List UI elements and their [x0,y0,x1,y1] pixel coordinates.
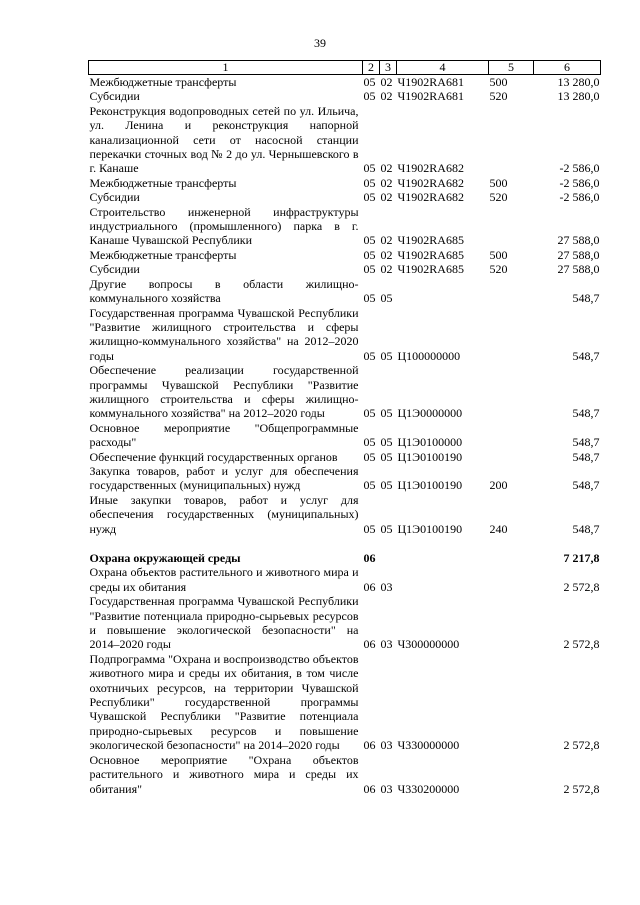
amount: 548,7 [572,291,600,306]
subsection-code: 05 [380,291,393,306]
table-row [89,277,601,306]
spacer-cell [89,536,601,551]
table-row [89,262,601,276]
table-row [89,493,601,536]
amount: -2 586,0 [559,161,600,176]
section-code: 05 [363,89,376,104]
section-code: 06 [363,551,376,565]
expense-type-code: 520 [489,262,508,277]
row-name: Государственная программа Чувашской Республики "Развитие потенциала природно-сырьевых ресурсов и повышение экологической безопасности" на 2014–2020 годы [89,594,359,652]
section-code: 06 [363,579,376,594]
header-col-3: 3 [380,61,397,75]
table-row [89,104,601,176]
expense-type-code: 200 [489,478,508,493]
expense-type-code: 500 [489,175,508,190]
target-item-code: Ч1902RA682 [397,190,464,205]
row-name: Обеспечение функций государственных органов [89,449,338,464]
subsection-code: 02 [380,190,393,205]
expense-type-code [489,565,534,594]
amount: 548,7 [572,406,600,421]
expense-type-code [489,421,534,450]
table-row [89,89,601,103]
subsection-code: 02 [380,262,393,277]
expense-type-code [489,306,534,364]
expense-type-code [489,104,534,176]
amount: 548,7 [572,478,600,493]
spacer-row [89,536,601,551]
section-code: 05 [363,478,376,493]
table-row [89,464,601,493]
section-code: 05 [363,175,376,190]
row-name: Субсидии [89,190,140,205]
table-row [89,652,601,753]
section-code: 05 [363,449,376,464]
amount: 27 588,0 [557,233,600,248]
table-row [89,176,601,190]
amount: 2 572,8 [563,738,600,753]
section-code: 05 [363,521,376,536]
section-code: 05 [363,406,376,421]
expense-type-code [489,753,534,796]
page-number: 39 [314,36,326,50]
subsection-code: 03 [380,738,393,753]
target-item-code: Ч1902RA682 [397,175,464,190]
expense-type-code [489,363,534,421]
table-body [89,75,601,796]
amount: 27 588,0 [557,247,600,262]
target-item-code [397,277,489,306]
row-name: Иные закупки товаров, работ и услуг для обеспечения государственных (муниципальных) нужд [89,492,359,536]
subsection-code: 05 [380,435,393,450]
subsection-code: 02 [380,89,393,104]
target-item-code [397,551,489,565]
table-row [89,450,601,464]
amount: 548,7 [572,449,600,464]
subsection-code: 05 [380,478,393,493]
target-item-code: Ч1902RA681 [397,89,464,104]
table-row [89,363,601,421]
table-row [89,306,601,364]
target-item-code: Ц1Э0100190 [397,449,463,464]
section-code: 06 [363,781,376,796]
section-code: 06 [363,738,376,753]
table-header [89,61,601,75]
budget-table [88,60,601,796]
subsection-code: 05 [380,521,393,536]
row-name: Государственная программа Чувашской Республики "Развитие жилищного строительства и сферы жилищно-коммунального хозяйства" на 2012–2020 годы [89,305,359,363]
subsection-code: 03 [380,781,393,796]
section-code: 05 [363,75,380,90]
row-name: Межбюджетные трансферты [89,247,237,262]
section-code: 05 [363,161,376,176]
table-row [89,594,601,652]
section-code: 06 [363,637,376,652]
expense-type-code: 240 [489,521,508,536]
target-item-code: Ч1902RA685 [397,262,464,277]
expense-type-code [489,551,534,565]
amount: 13 280,0 [534,75,601,90]
expense-type-code: 520 [489,190,508,205]
expense-type-code: 500 [489,75,534,90]
amount: -2 586,0 [559,190,600,205]
subsection-code [380,551,397,565]
row-name: Обеспечение реализации государственной программы Чувашской Республики "Развитие жилищного строительства и сферы жилищно-коммунального хозяйства" на 2012–2020 годы [89,363,359,421]
target-item-code: Ч1902RA681 [397,75,489,90]
row-name: Охрана объектов растительного и животного мира и среды их обитания [89,565,359,594]
expense-type-code [489,277,534,306]
section-code: 05 [363,435,376,450]
expense-type-code [489,652,534,753]
expense-type-code [489,594,534,652]
header-col-2: 2 [363,61,380,75]
row-name: Межбюджетные трансферты [89,175,237,190]
section-code: 05 [363,247,376,262]
amount: 2 572,8 [563,781,600,796]
target-item-code: Ц1Э0100190 [397,478,463,493]
target-item-code: Ц1Э0000000 [397,406,463,421]
row-name: Реконструкция водопроводных сетей по ул. Ильича, ул. Ленина и реконструкция напорной канализационной сети от насосной станции перекачки сточных вод № 2 до ул. Чернышевского в г. Канаше [89,103,359,176]
target-item-code: Ч1902RA685 [397,247,464,262]
amount: 548,7 [572,348,600,363]
table-row [89,421,601,450]
amount: 7 217,8 [563,551,600,565]
amount: -2 586,0 [559,175,600,190]
expense-type-code: 520 [489,89,508,104]
target-item-code: Ч300000000 [397,637,460,652]
subsection-code: 02 [380,175,393,190]
subsection-code: 05 [380,348,393,363]
header-col-1: 1 [89,61,363,75]
target-item-code: Ц100000000 [397,348,461,363]
amount: 548,7 [572,435,600,450]
section-code: 05 [363,233,376,248]
target-item-code: Ц1Э0100190 [397,521,463,536]
target-item-code: Ч1902RA682 [397,161,464,176]
amount: 27 588,0 [557,262,600,277]
row-name: Охрана окружающей среды [89,551,241,565]
table-row [89,753,601,796]
table-row [89,248,601,262]
header-row [89,61,601,75]
expense-type-code: 500 [489,247,508,262]
header-col-6: 6 [534,61,601,75]
table-row [89,565,601,594]
header-col-4: 4 [397,61,489,75]
section-code: 05 [363,291,376,306]
subsection-code: 02 [380,233,393,248]
row-name: Подпрограмма "Охрана и воспроизводство объектов животного мира и среды их обитания, в том числе охотничьих ресурсов, на территории Чувашской Республики" государственной программы Чувашской Республики "Развитие потенциала природно-сырьевых ресурсов и повышение экологической безопасности" на 2014–2020 годы [89,651,359,753]
row-name: Закупка товаров, работ и услуг для обеспечения государственных (муниципальных) нужд [89,463,359,493]
table-row [89,190,601,204]
row-name: Строительство инженерной инфраструктуры индустриального (промышленного) парка в г. Канаше Чувашской Республики [89,204,359,248]
expense-type-code [489,450,534,464]
subsection-code: 03 [380,637,393,652]
subsection-code: 02 [380,247,393,262]
subsection-code: 02 [380,161,393,176]
row-name: Другие вопросы в области жилищно-коммунального хозяйства [89,276,359,306]
subsection-code: 02 [380,75,397,90]
target-item-code: Ч1902RA685 [397,233,464,248]
target-item-code [397,565,489,594]
amount: 2 572,8 [563,637,600,652]
amount: 2 572,8 [563,579,600,594]
header-col-5: 5 [489,61,534,75]
target-item-code: Ч330200000 [397,781,460,796]
table-row [89,75,601,90]
table-row [89,551,601,565]
subsection-code: 05 [380,406,393,421]
target-item-code: Ц1Э0100000 [397,435,463,450]
row-name: Субсидии [89,89,140,104]
row-name: Субсидии [89,262,140,277]
subsection-code: 05 [380,449,393,464]
section-code: 05 [363,190,376,205]
table-row [89,205,601,248]
row-name: Основное мероприятие "Охрана объектов растительного и животного мира и среды их обитания" [89,752,359,796]
row-name: Межбюджетные трансферты [89,75,363,90]
expense-type-code [489,205,534,248]
section-code: 05 [363,348,376,363]
row-name: Основное мероприятие "Общепрограммные расходы" [89,420,359,450]
amount: 548,7 [572,521,600,536]
target-item-code: Ч330000000 [397,738,460,753]
amount: 13 280,0 [557,89,600,104]
subsection-code: 03 [380,579,393,594]
section-code: 05 [363,262,376,277]
